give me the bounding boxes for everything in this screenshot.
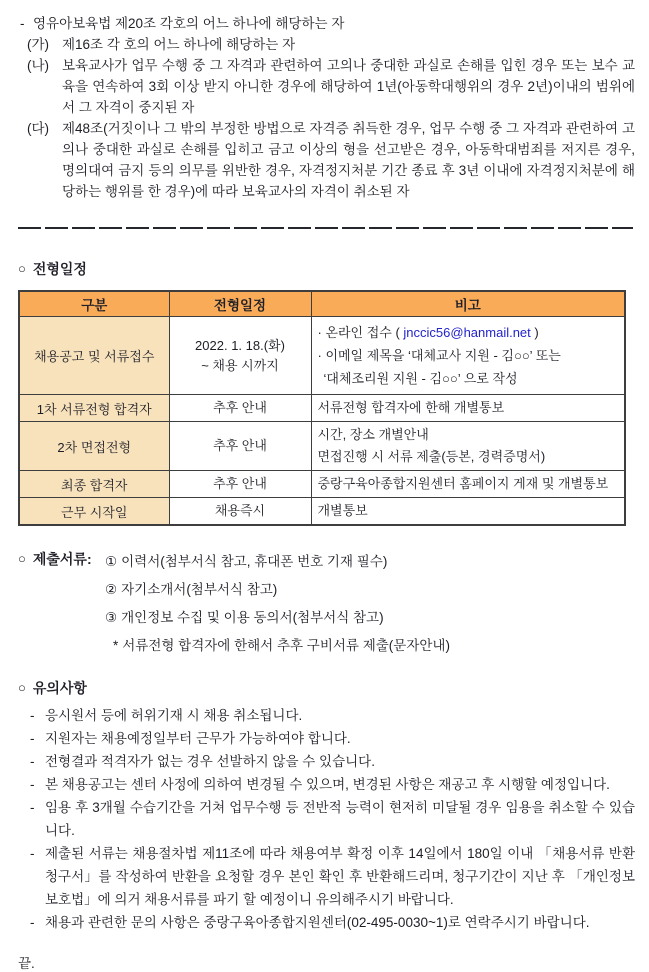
row-label-cell: 채용공고 및 서류접수: [19, 317, 169, 395]
table-row: [19, 395, 625, 422]
notices-section: [18, 678, 635, 934]
notice-text: 본 채용공고는 센터 사정에 의하여 변경될 수 있으며, 변경된 사항은 재공고 후 시행할 예정입니다.: [45, 777, 610, 792]
notices-section-heading: [18, 678, 635, 698]
remarks-cell: [311, 317, 625, 395]
dash-marker: -: [30, 777, 35, 792]
qualification-item: [18, 34, 635, 55]
document-text: 개인정보 수집 및 이용 동의서(첨부서식 참고): [121, 610, 384, 625]
dash-marker: -: [20, 16, 25, 31]
dash-marker: -: [30, 915, 35, 930]
documents-section: [18, 548, 635, 664]
notice-text: 응시원서 등에 허위기재 시 채용 취소됩니다.: [45, 708, 303, 723]
documents-list: [105, 548, 635, 660]
circle-marker: ○: [18, 551, 26, 566]
notices-list: [18, 704, 635, 934]
col-header-schedule: 전형일정: [169, 291, 311, 317]
dash-marker: -: [30, 846, 35, 861]
notice-text: 임용 후 3개월 수습기간을 거쳐 업무수행 등 전반적 능력이 현저히 미달될 경우 임용을 취소할 수 있습니다.: [45, 800, 635, 838]
table-row: [19, 422, 625, 471]
notice-item: [30, 750, 635, 773]
item-marker: (나): [27, 58, 50, 73]
document-text: 이력서(첨부서식 참고, 휴대폰 번호 기재 필수): [121, 554, 388, 569]
qualification-section: [18, 13, 635, 202]
item-marker: (다): [27, 121, 50, 136]
qualification-item: [18, 55, 635, 118]
closing-text: 끝.: [18, 956, 35, 971]
notice-text: 전형결과 적격자가 없는 경우 선발하지 않을 수 있습니다.: [45, 754, 375, 769]
table-row: [19, 498, 625, 526]
qualification-text: 영유아보육법 제20조 각호의 어느 하나에 해당하는 자: [33, 16, 345, 31]
note-line: ‘대체조리원 지원 - 김○○’ 으로 작성: [323, 371, 518, 386]
qualification-item: [18, 13, 635, 34]
section-divider: [18, 227, 633, 229]
section-title: 유의사항: [32, 680, 87, 696]
schedule-cell: 추후 안내: [169, 395, 311, 422]
note-text: · 온라인 접수 (: [317, 325, 404, 340]
qualification-text: 제16조 각 호의 어느 하나에 해당하는 자: [62, 37, 296, 52]
table-row: [19, 471, 625, 498]
dash-marker: -: [30, 708, 35, 723]
row-label-cell: 2차 면접전형: [19, 422, 169, 471]
dash-marker: -: [30, 731, 35, 746]
document-text: 서류전형 합격자에 한해서 추후 구비서류 제출(문자안내): [122, 638, 450, 653]
row-label-cell: 1차 서류전형 합격자: [19, 395, 169, 422]
remarks-cell: 개별통보: [311, 498, 625, 526]
document-item: [105, 604, 635, 632]
notice-item: [30, 704, 635, 727]
dash-marker: -: [30, 754, 35, 769]
note-line: 시간, 장소 개별안내: [317, 427, 429, 442]
table-header-row: [19, 291, 625, 317]
dash-marker: -: [30, 800, 35, 815]
circle-marker: ○: [18, 680, 26, 695]
schedule-section-heading: [18, 259, 635, 279]
item-marker: (가): [27, 37, 50, 52]
note-line: [318, 321, 619, 344]
schedule-cell: 추후 안내: [169, 422, 311, 471]
asterisk-marker: *: [113, 638, 119, 653]
schedule-cell: [169, 317, 311, 395]
number-marker: ③: [105, 610, 118, 625]
table-row: [19, 317, 625, 395]
schedule-cell: 채용즉시: [169, 498, 311, 526]
note-line: 면접진행 시 서류 제출(등본, 경력증명서): [317, 449, 546, 464]
schedule-until: ~ 채용 시까지: [201, 357, 279, 373]
number-marker: ①: [105, 554, 118, 569]
notice-text: 지원자는 채용예정일부터 근무가 가능하여야 합니다.: [45, 731, 351, 746]
row-label-cell: 최종 합격자: [19, 471, 169, 498]
section-title: 제출서류:: [32, 551, 92, 567]
documents-section-heading: [18, 549, 92, 569]
note-text: ): [530, 325, 539, 340]
remarks-cell: [311, 422, 625, 471]
email-link[interactable]: jnccic56@hanmail.net: [403, 325, 531, 340]
notice-item: [30, 773, 635, 796]
notice-item: [30, 842, 635, 911]
document-text: 자기소개서(첨부서식 참고): [121, 582, 278, 597]
remarks-cell: 서류전형 합격자에 한해 개별통보: [311, 395, 625, 422]
col-header-remarks: 비고: [311, 291, 625, 317]
qualification-text: 제48조(거짓이나 그 밖의 부정한 방법으로 자격증 취득한 경우, 업무 수행 중 그 자격과 관련하여 고의나 중대한 과실로 손해를 입히고 금고 이상의 형을 선고받은 경우, 아동학대범죄를 저지른 경우, 명의대여 금지 등의 의무를 위반한 경우, 자격정지처분 기간 종료 후 3년 이내에 자격정지처분에 해당하는 행위를 한 경우)에 따라 보육교사의 자격이 취소된 자: [62, 121, 635, 199]
notice-item: [30, 796, 635, 842]
col-header-category: 구분: [19, 291, 169, 317]
row-label-cell: 근무 시작일: [19, 498, 169, 526]
notice-item: [30, 727, 635, 750]
remarks-cell: 중랑구육아종합지원센터 홈페이지 게재 및 개별통보: [311, 471, 625, 498]
document-item: [105, 632, 635, 660]
notice-text: 채용과 관련한 문의 사항은 중랑구육아종합지원센터(02-495-0030~1)로 연락주시기 바랍니다.: [45, 915, 590, 930]
schedule-date: 2022. 1. 18.(화): [195, 337, 285, 353]
document-item: [105, 576, 635, 604]
qualification-text: 보육교사가 업무 수행 중 그 자격과 관련하여 고의나 중대한 과실로 손해를 입힌 경우 또는 보수 교육을 연속하여 3회 이상 받지 아니한 경우에 해당하여 1년(아동학대행위의 경우 2년)이내의 범위에서 그 자격이 중지된 자: [62, 58, 635, 115]
document-item: [105, 548, 635, 576]
circle-marker: ○: [18, 261, 26, 276]
section-title: 전형일정: [32, 261, 87, 277]
notice-text: 제출된 서류는 채용절차법 제11조에 따라 채용여부 확정 이후 14일에서 180일 이내 「채용서류 반환 청구서」를 작성하여 반환을 요청할 경우 본인 확인 후 반환해드리며, 청구기간이 지난 후 「개인정보 보호법」에 의거 채용서류를 파기 할 예정이니 유의해주시기 바랍니다.: [45, 846, 635, 907]
note-line: · 이메일 제목을 ‘대체교사 지원 - 김○○’ 또는: [317, 348, 561, 363]
schedule-cell: 추후 안내: [169, 471, 311, 498]
number-marker: ②: [105, 582, 118, 597]
schedule-table: [18, 290, 626, 526]
qualification-item: [18, 118, 635, 202]
